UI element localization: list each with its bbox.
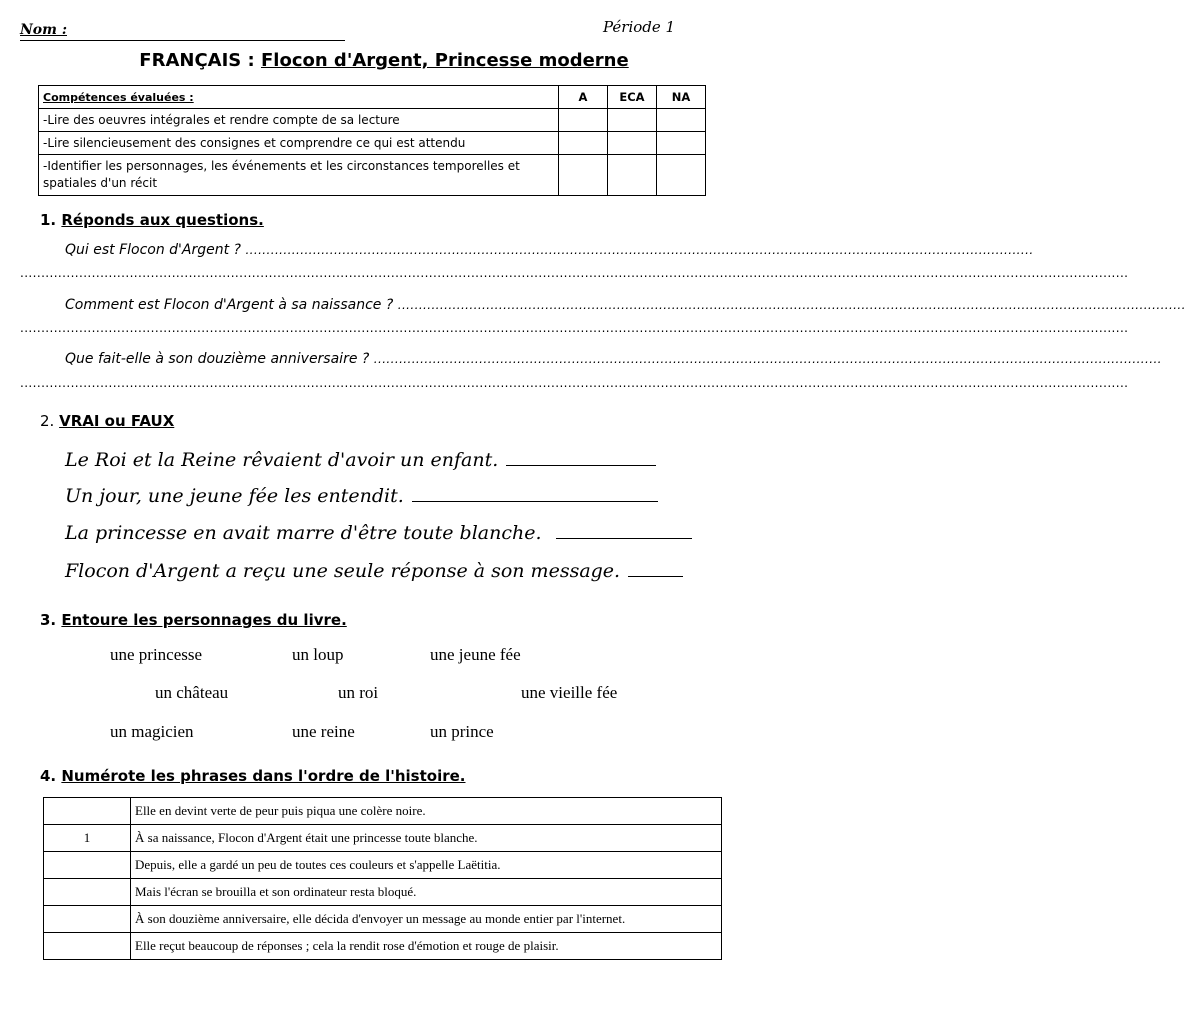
vf-sentence: Un jour, une jeune fée les entendit. <box>65 485 658 507</box>
answer-dots[interactable]: ........................................................................................................................................................................................... <box>397 298 1186 312</box>
nom-label: Nom : <box>20 22 67 38</box>
character-word[interactable]: une jeune fée <box>430 645 521 664</box>
section-1-heading <box>40 211 264 229</box>
order-number-cell[interactable]: 1 <box>44 825 131 852</box>
table-row <box>44 879 722 906</box>
vf-sentence: Flocon d'Argent a reçu une seule réponse à son message. <box>65 560 683 582</box>
answer-dots[interactable]: ........................................................................................................................................................................................... <box>373 352 1162 366</box>
section-2-number: 2. <box>40 412 55 430</box>
order-number-cell[interactable] <box>44 879 131 906</box>
section-1-title: Réponds aux questions. <box>61 211 264 229</box>
table-row <box>44 933 722 960</box>
order-table <box>43 797 722 960</box>
order-number-cell[interactable] <box>44 852 131 879</box>
order-sentence: À son douzième anniversaire, elle décida d'envoyer un message au monde entier par l'internet. <box>131 906 722 933</box>
vf-answer-blank[interactable] <box>506 464 656 466</box>
answer-line[interactable]: ....................................................................................................................................................................................................................................................................... <box>20 266 1129 280</box>
col-a: A <box>559 86 608 109</box>
character-word[interactable]: un prince <box>430 722 494 741</box>
order-sentence: Elle en devint verte de peur puis piqua une colère noire. <box>131 798 722 825</box>
order-sentence: Elle reçut beaucoup de réponses ; cela la rendit rose d'émotion et rouge de plaisir. <box>131 933 722 960</box>
section-4-heading <box>40 767 466 785</box>
table-row <box>44 798 722 825</box>
question-1: Qui est Flocon d'Argent ? ........................................................................................................................................................................................... <box>65 242 1034 258</box>
check-cell[interactable] <box>657 155 706 196</box>
col-na: NA <box>657 86 706 109</box>
table-row <box>44 906 722 933</box>
character-word[interactable]: un château <box>155 683 229 702</box>
check-cell[interactable] <box>657 132 706 155</box>
vf-sentence: La princesse en avait marre d'être toute blanche. <box>65 522 692 544</box>
question-2: Comment est Flocon d'Argent à sa naissance ? ........................................................................................................................................................................................... <box>65 297 1186 313</box>
question-3: Que fait-elle à son douzième anniversaire ? ........................................................................................................................................................................................... <box>65 351 1162 367</box>
competences-heading: Compétences évaluées : <box>39 86 559 109</box>
answer-line[interactable]: ....................................................................................................................................................................................................................................................................... <box>20 376 1129 390</box>
character-word[interactable]: une princesse <box>110 645 203 664</box>
competences-table <box>38 85 706 196</box>
check-cell[interactable] <box>657 109 706 132</box>
table-row <box>44 825 722 852</box>
order-sentence: Depuis, elle a gardé un peu de toutes ces couleurs et s'appelle Laëtitia. <box>131 852 722 879</box>
section-3-number: 3. <box>40 611 57 629</box>
vf-sentence: Le Roi et la Reine rêvaient d'avoir un enfant. <box>65 449 656 471</box>
periode-label: Période 1 <box>603 18 676 36</box>
order-number-cell[interactable] <box>44 933 131 960</box>
vf-answer-blank[interactable] <box>412 500 658 502</box>
character-word[interactable]: une reine <box>292 722 355 741</box>
title-book: Flocon d'Argent, Princesse moderne <box>260 50 629 71</box>
check-cell[interactable] <box>559 155 608 196</box>
title-prefix: FRANÇAIS : <box>139 50 261 71</box>
answer-dots[interactable]: ........................................................................................................................................................................................... <box>245 243 1034 257</box>
section-3-title: Entoure les personnages du livre. <box>61 611 347 629</box>
check-cell[interactable] <box>559 132 608 155</box>
section-4-number: 4. <box>40 767 57 785</box>
vf-answer-blank[interactable] <box>628 575 683 577</box>
competence-item: -Identifier les personnages, les événements et les circonstances temporelles et spatiales d'un récit <box>39 155 559 196</box>
section-1-number: 1. <box>40 211 57 229</box>
check-cell[interactable] <box>608 155 657 196</box>
nom-input-line[interactable] <box>20 40 345 41</box>
character-word[interactable]: un roi <box>338 683 379 702</box>
character-word[interactable]: un magicien <box>110 722 194 741</box>
check-cell[interactable] <box>559 109 608 132</box>
col-eca: ECA <box>608 86 657 109</box>
table-row <box>44 852 722 879</box>
order-sentence: À sa naissance, Flocon d'Argent était une princesse toute blanche. <box>131 825 722 852</box>
check-cell[interactable] <box>608 132 657 155</box>
answer-line[interactable]: ....................................................................................................................................................................................................................................................................... <box>20 321 1129 335</box>
order-sentence: Mais l'écran se brouilla et son ordinateur resta bloqué. <box>131 879 722 906</box>
character-word[interactable]: un loup <box>292 645 344 664</box>
page-title <box>0 50 768 71</box>
section-4-title: Numérote les phrases dans l'ordre de l'histoire. <box>61 767 466 785</box>
order-number-cell[interactable] <box>44 798 131 825</box>
order-number-cell[interactable] <box>44 906 131 933</box>
section-3-heading <box>40 611 347 629</box>
vf-answer-blank[interactable] <box>556 537 692 539</box>
section-2-heading <box>40 412 174 430</box>
section-2-title: VRAI ou FAUX <box>59 412 175 430</box>
competence-item: -Lire silencieusement des consignes et comprendre ce qui est attendu <box>39 132 559 155</box>
character-word[interactable]: une vieille fée <box>521 683 618 702</box>
check-cell[interactable] <box>608 109 657 132</box>
competence-item: -Lire des oeuvres intégrales et rendre compte de sa lecture <box>39 109 559 132</box>
